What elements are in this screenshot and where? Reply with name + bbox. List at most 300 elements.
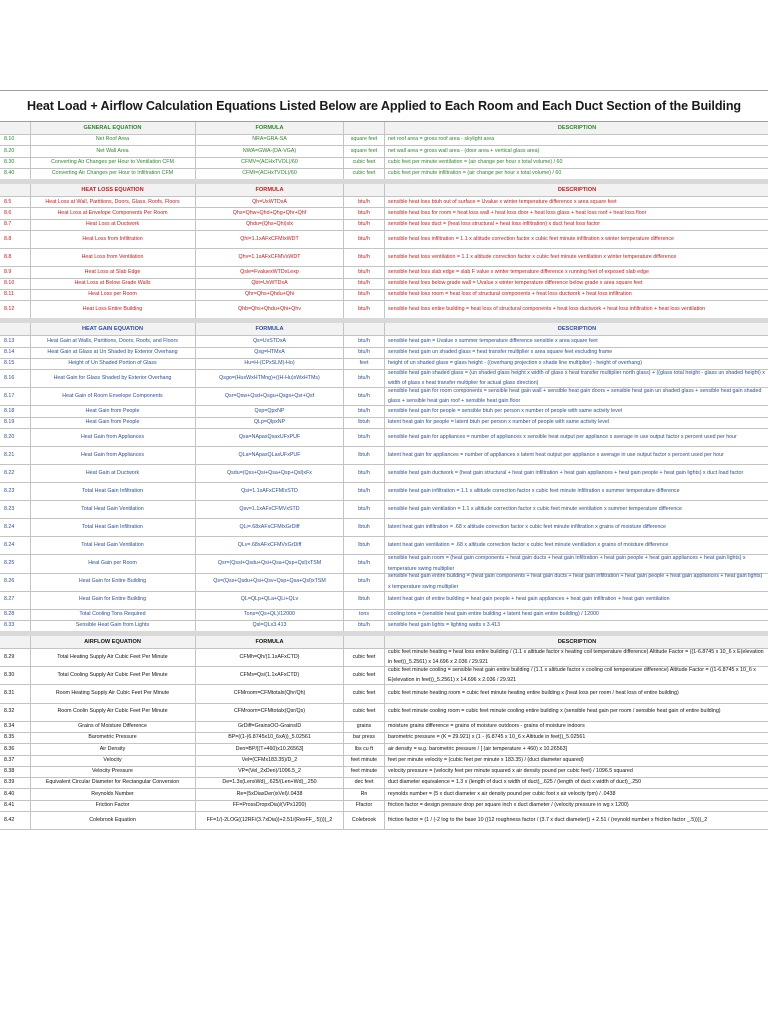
equation-unit-text: feet minute (350, 756, 378, 763)
equation-description (386, 464, 766, 482)
equation-formula-text: QL=QLp+QLa+QLi+QLv (240, 596, 299, 603)
equation-formula (196, 666, 344, 684)
unit-header (344, 323, 385, 335)
equation-number-text: 8.26 (4, 578, 15, 585)
equation-description-text: sensible heat loss for room = heat loss wall + heat loss door + heat loss glass + heat loss roof + heat loss floor (388, 209, 647, 216)
section-title (30, 636, 196, 648)
equation-unit (344, 684, 385, 702)
formula-header (196, 184, 344, 196)
equation-number-text: 8.31 (4, 690, 15, 697)
equation-number-text: 8.10 (4, 136, 15, 143)
equation-row (0, 666, 768, 685)
equation-description-text: friction factor = (1 / (-2 log to the base 10 ((12 roughness factor / (3.7 x duct diameter)) + 2.51 / (reynold number x friction factor _.5))))_2 (388, 816, 708, 823)
equation-unit (344, 358, 385, 369)
equation-number (0, 464, 31, 482)
equation-row (0, 428, 768, 447)
equation-unit-text: btu/h (358, 392, 370, 399)
equation-formula (196, 536, 344, 554)
equation-formula-text: Den=BP/[(T+460)x10.26563] (235, 745, 304, 752)
equation-number (0, 405, 31, 416)
equation-number-text: 8.37 (4, 756, 15, 763)
equation-formula (196, 369, 344, 387)
equation-formula-text: Qs=(Qss+Qsdu+Qsi+Qsv+Qsp+Qsa+Qsl)xTSM (213, 578, 326, 585)
equation-formula-text: Qsr=Qsw+Qsd+Qsgu+Qsgs+Qsr+Qsf (224, 392, 315, 399)
equation-number-text: 8.19 (4, 418, 15, 425)
equation-unit (344, 721, 385, 732)
equation-name (30, 157, 196, 168)
equation-name (30, 554, 196, 572)
equation-description-text: moisture grains difference = grains of moisture outdoors - grains of moisture indoors (388, 722, 585, 729)
equation-formula (196, 196, 344, 207)
equation-number (0, 358, 31, 369)
equation-unit-text: cubic feet (352, 690, 376, 697)
equation-name-text: Velocity (103, 756, 122, 763)
equation-name (30, 145, 196, 156)
equation-unit-text: lbs cu ft (354, 745, 374, 752)
equation-unit-text: btu/h (358, 407, 370, 414)
header-num (0, 636, 31, 648)
equation-name-text: Total Heat Gain Ventilation (81, 542, 144, 549)
equation-unit (344, 703, 385, 721)
section-title (30, 122, 196, 134)
equation-description (386, 289, 766, 300)
equation-description (386, 335, 766, 346)
equation-number (0, 230, 31, 248)
equation-number (0, 536, 31, 554)
equation-name (30, 766, 196, 777)
equation-name (30, 620, 196, 631)
equation-formula (196, 554, 344, 572)
equation-unit-text: cubic feet (352, 708, 376, 715)
equation-row (0, 500, 768, 519)
equation-description (386, 788, 766, 799)
equation-name (30, 800, 196, 811)
equation-name (30, 703, 196, 721)
equation-formula-text: Qhb=Qhs+Qhdu+Qhi+Qhv (237, 305, 301, 312)
equation-description-text: sensible heat loss duct = (heat loss structural + heat loss infiltration) x duct heat loss factor (388, 221, 600, 228)
equation-description-text: duct diameter equivalence = 1.3 x (length of duct x width of duct)_.625 / (length of duct x width of duct)_.250 (388, 779, 642, 786)
equation-number-text: 8.8 (4, 235, 12, 242)
formula-header-text: FORMULA (255, 124, 284, 131)
equation-description (386, 811, 766, 829)
equation-description (386, 387, 766, 405)
equation-row (0, 482, 768, 501)
equation-name (30, 369, 196, 387)
unit-header (344, 636, 385, 648)
equation-number-text: 8.5 (4, 198, 12, 205)
equation-description (386, 755, 766, 766)
equation-description (386, 369, 766, 387)
equation-description-text: cubic feet per minute ventilation = (air change per hour x total volume) / 60 (388, 158, 563, 165)
equation-unit (344, 788, 385, 799)
equation-name (30, 417, 196, 428)
equation-name-text: Air Density (99, 745, 126, 752)
equation-description-text: latent heat gain infiltration = .68 x altitude correction factor x cubic feet minute infiltration x grains of moisture difference (388, 524, 666, 531)
equation-formula-text: Qhr=Qhs+Qhdu+Qhi (244, 291, 295, 298)
equation-description-text: sensible heat gain = Uvalue x summer temperature difference sensible x area square feet (388, 337, 598, 344)
equation-formula (196, 800, 344, 811)
equation-formula-text: Qh=UxWTDxA (252, 198, 287, 205)
equation-unit-text: bar press (352, 734, 376, 741)
equation-formula (196, 766, 344, 777)
equation-formula-text: Tons=(Qs+QL)/12000 (244, 611, 295, 618)
equation-formula (196, 464, 344, 482)
equation-unit (344, 417, 385, 428)
equation-description (386, 208, 766, 219)
formula-header (196, 323, 344, 335)
equation-formula-text: NWA=GWA-(DA-VGA) (242, 147, 297, 154)
equation-number (0, 743, 31, 754)
equation-unit (344, 300, 385, 318)
equation-description-text: sensible heat loss below grade wall = Uvalue x winter temperature difference below grade x area square feet (388, 279, 643, 286)
equation-row (0, 518, 768, 537)
equation-unit-text: lbtuh (358, 542, 370, 549)
equation-number-text: 8.38 (4, 768, 15, 775)
equation-name-text: Heat Loss at Ductwork (85, 221, 140, 228)
section-title-text: AIRFLOW EQUATION (84, 639, 141, 645)
equation-description-text: cooling tons = (sensible heat gain entire building + latent heat gain entire building) / 12000 (388, 611, 599, 618)
equation-description (386, 573, 766, 591)
equation-number-text: 8.10 (4, 279, 15, 286)
equation-formula (196, 278, 344, 289)
equation-name-text: Barometric Pressure (88, 734, 137, 741)
equation-unit (344, 591, 385, 609)
equation-formula (196, 777, 344, 788)
equation-number (0, 666, 31, 684)
sheet-title: Heat Load + Airflow Calculation Equations Listed Below are Applied to Each Room and Each Duct Section of the Building (0, 90, 768, 122)
equation-name-text: Heat Gain from People (85, 418, 140, 425)
equation-row (0, 300, 768, 319)
equation-name (30, 266, 196, 277)
equation-number (0, 788, 31, 799)
equation-name-text: Colebrook Equation (89, 816, 136, 823)
equation-number (0, 168, 31, 179)
equation-formula-text: CFMroom=CFMtotalx(Qsr/Qs) (233, 708, 306, 715)
equation-name (30, 811, 196, 829)
equation-name-text: Total Heat Gain Infiltration (82, 524, 143, 531)
equation-name (30, 387, 196, 405)
equation-number (0, 266, 31, 277)
equation-name (30, 648, 196, 666)
equation-name-text: Total Heat Gain Ventilation (81, 505, 144, 512)
equation-name (30, 300, 196, 318)
equation-name-text: Heat Loss at Envelope Components Per Room (57, 209, 168, 216)
equation-unit-text: btu/h (358, 209, 370, 216)
equation-unit (344, 464, 385, 482)
equation-unit (344, 755, 385, 766)
equation-description (386, 518, 766, 536)
equation-formula (196, 620, 344, 631)
equation-formula (196, 500, 344, 518)
equation-number-text: 8.40 (4, 170, 15, 177)
formula-header-text: FORMULA (255, 639, 284, 645)
equation-name-text: Heat Loss from Infiltration (82, 235, 143, 242)
equation-description-text: feet per minute velocity = (cubic feet per minute x 183.35) / (duct diameter squared) (388, 756, 584, 763)
equation-number-text: 8.34 (4, 722, 15, 729)
equation-description (386, 609, 766, 620)
equation-unit-text: btu/h (358, 221, 370, 228)
equation-formula (196, 721, 344, 732)
equation-name (30, 788, 196, 799)
equation-formula-text: Qsgo=(HuxWxHTMng)+((H-Hu)xWxHTMs) (219, 374, 320, 381)
equation-description-text: sensible heat loss room = heat loss of structural components + heat loss ductwork + heat loss infiltration (388, 291, 632, 298)
equation-description-text: latent heat gain for people = latent btuh per person x number of people with same activity level (388, 418, 609, 425)
equation-unit (344, 289, 385, 300)
equation-description-text: cubic feet minute cooling = sensible heat gain entire building / (1.1 x altitude factor x cooling coil temperature difference) Altitude Factor = ((1-6.8745 x 10_6 x E(elevation in feet))_5.2561) x 14.696 x 2.036 / 29.921 (388, 666, 756, 684)
equation-formula-text: Qhv=1.1xAFxCFMVxWDT (238, 253, 301, 260)
equation-number (0, 811, 31, 829)
equation-number (0, 732, 31, 743)
equation-formula-text: Qsa=NApaxQsaxUFxPUF (238, 433, 301, 440)
equation-name-text: Heat Loss at Wall, Partitions, Doors, Glass, Roofs, Floors (45, 198, 180, 205)
equation-unit-text: btu/h (358, 268, 370, 275)
equation-unit-text: btu/h (358, 578, 370, 585)
equation-formula (196, 482, 344, 500)
equation-formula-text: FF=ProssDropxDia)/(VPx1200) (232, 802, 307, 809)
equation-formula (196, 573, 344, 591)
equation-unit-text: btu/h (358, 348, 370, 355)
equation-formula (196, 300, 344, 318)
equation-unit (344, 219, 385, 230)
equation-description-text: sensible heat loss slab edge = slab F value x winter temperature difference x running feet of exposed slab edge (388, 268, 649, 275)
equation-name (30, 428, 196, 446)
equation-description (386, 145, 766, 156)
equation-description-text: sensible heat loss btuh out of surface = Uvalue x winter temperature difference x area square feet (388, 198, 617, 205)
equation-formula-text: QLp=QlpxNP (253, 418, 286, 425)
equation-name (30, 666, 196, 684)
equation-description (386, 417, 766, 428)
equation-number (0, 573, 31, 591)
equation-unit-text: feet minute (350, 768, 378, 775)
equation-formula (196, 446, 344, 464)
equation-unit (344, 482, 385, 500)
description-header-text: DESCRIPTION (557, 639, 597, 645)
equation-formula (196, 208, 344, 219)
equation-description (386, 230, 766, 248)
equation-description (386, 536, 766, 554)
equation-number (0, 518, 31, 536)
equation-formula (196, 289, 344, 300)
equation-row (0, 446, 768, 465)
equation-name-text: Heat Loss per Room (88, 291, 137, 298)
equation-unit (344, 777, 385, 788)
equation-number (0, 684, 31, 702)
equation-number-text: 8.40 (4, 790, 15, 797)
equation-number-text: 8.35 (4, 734, 15, 741)
equation-unit (344, 518, 385, 536)
equation-unit-text: feet (359, 360, 369, 367)
equation-unit (344, 134, 385, 145)
equation-unit (344, 620, 385, 631)
equation-name (30, 196, 196, 207)
equation-unit (344, 369, 385, 387)
equation-number-text: 8.30 (4, 158, 15, 165)
equation-unit-text: tons (358, 611, 369, 618)
section-title (30, 184, 196, 196)
equation-number (0, 289, 31, 300)
equation-formula (196, 230, 344, 248)
equation-row (0, 248, 768, 267)
equation-formula-text: Qbt=UxWTDxA (251, 279, 288, 286)
equation-number-text: 8.32 (4, 708, 15, 715)
equation-unit (344, 811, 385, 829)
equation-unit-text: lbtuh (358, 596, 370, 603)
equation-description-text: sensible heat gain room = (heat gain components + heat gain ducts + heat gain infiltration + heat gain people + heat gain appliances + heat gain lights) x temperature swing multiplier (388, 554, 746, 572)
equation-number-text: 8.6 (4, 209, 12, 216)
equation-formula-text: FF=1/(-2LOG((12RF/(3.7xDia))+2.51/(RexFF_.5))))_2 (206, 816, 333, 823)
equation-formula (196, 591, 344, 609)
equation-description (386, 766, 766, 777)
equation-description (386, 196, 766, 207)
equation-number (0, 248, 31, 266)
equation-unit-text: btu/h (358, 291, 370, 298)
equation-name-text: Heat Gain at Glass at Un Shaded by Exterior Overhang (47, 348, 178, 355)
equation-number-text: 8.36 (4, 745, 15, 752)
equation-name-text: Grains of Moisture Difference (78, 722, 147, 729)
section-title (30, 323, 196, 335)
equation-row (0, 387, 768, 406)
equation-formula-text: VP=(Vel_2xDen)/1096.5_2 (238, 768, 301, 775)
equation-unit-text: btu/h (358, 487, 370, 494)
equation-description-text: sensible heat gain ductwork = (heat gain structural + heat gain infiltration + heat gain appliances + heat gain people + heat gain lights) x duct load factor (388, 469, 744, 476)
equation-number (0, 196, 31, 207)
equation-description-text: sensible heat gain infiltration = 1.1 x altitude correction factor x cubic feet minute infiltration x summer temperature difference (388, 487, 680, 494)
equation-unit-text: btu/h (358, 622, 370, 629)
equation-unit-text: btu/h (358, 560, 370, 567)
equation-description (386, 554, 766, 572)
equation-unit-text: btu/h (358, 305, 370, 312)
equation-name-text: Heat Gain at Ductwork (85, 469, 140, 476)
equation-name (30, 208, 196, 219)
equation-formula-text: GrDiff=GrainsOO-GrainsID (237, 722, 302, 729)
equation-row (0, 573, 768, 592)
equation-description-text: cubic feet minute cooling room = cubic feet minute cooling entire building x (sensible heat gain per room / sensible heat gain of entire building) (388, 708, 721, 715)
equation-name-text: Room Heating Supply Air Cubic Feet Per Minute (55, 690, 170, 697)
equation-number-text: 8.42 (4, 816, 15, 823)
equation-name (30, 278, 196, 289)
equation-name-text: Heat Loss Entire Building (82, 305, 143, 312)
equation-formula (196, 428, 344, 446)
equation-description (386, 500, 766, 518)
equation-name (30, 248, 196, 266)
equation-number-text: 8.14 (4, 348, 15, 355)
equation-number (0, 591, 31, 609)
equation-formula (196, 168, 344, 179)
equation-number (0, 620, 31, 631)
equation-unit-text: dec feet (354, 779, 374, 786)
equation-number (0, 609, 31, 620)
equation-formula (196, 703, 344, 721)
equation-number-text: 8.16 (4, 374, 15, 381)
equation-description (386, 219, 766, 230)
equation-description-text: sensible heat gain shaded glass = (un shaded glass height x width of glass x heat transfer multiplier north glass) + ((glass total height - glass un shaded height) x width of glass x heat transfer multiplier for actual glass direction) (388, 369, 765, 387)
equation-unit-text: grains (356, 722, 372, 729)
equation-description-text: friction factor = design pressure drop per square inch x duct diameter / (velocity pressure in wg x 1200) (388, 802, 629, 809)
equation-number (0, 446, 31, 464)
equation-unit (344, 554, 385, 572)
equation-number-text: 8.41 (4, 802, 15, 809)
equation-number (0, 278, 31, 289)
equation-number-text: 8.24 (4, 542, 15, 549)
equation-description-text: net roof area = gross roof area - skylight area (388, 136, 495, 143)
equation-number (0, 208, 31, 219)
equation-unit-text: cubic feet (352, 654, 376, 661)
equation-formula-text: QLa=NApaxQLaxUFxPUF (238, 451, 301, 458)
equation-name-text: Total Cooling Supply Air Cubic Feet Per Minute (57, 672, 168, 679)
equation-row (0, 464, 768, 483)
equation-description-text: latent heat gain for appliances = number of appliances x latent heat output per appliance x average in use output factor x percent used per hour (388, 451, 724, 458)
equation-number-text: 8.39 (4, 779, 15, 786)
equation-formula (196, 358, 344, 369)
equation-number-text: 8.8 (4, 253, 12, 260)
equation-number (0, 428, 31, 446)
equation-number (0, 482, 31, 500)
equation-unit (344, 666, 385, 684)
equation-formula (196, 648, 344, 666)
equation-row (0, 684, 768, 703)
equation-unit (344, 248, 385, 266)
equation-description-text: sensible heat gain for room components = sensible heat gain wall + sensible heat gain doors + sensible heat gain un shaded glass + sensible heat gain shaded glass + sensible heat gain roof + sensible heat gain floor (388, 387, 762, 405)
equation-unit-text: cubic feet (352, 170, 376, 177)
equation-description (386, 591, 766, 609)
equation-name (30, 777, 196, 788)
equation-unit-text: btu/h (358, 253, 370, 260)
equation-name (30, 347, 196, 358)
equation-description (386, 300, 766, 318)
equation-name-text: Reynolds Number (91, 790, 134, 797)
equation-formula-text: Qhdu=(Qhs+Qhi)xlx (245, 221, 294, 228)
equation-description (386, 620, 766, 631)
equation-name-text: Heat Gain per Room (88, 560, 137, 567)
equation-unit (344, 387, 385, 405)
equation-description-text: latent heat gain of entire building = heat gain people + heat gain appliances + heat gain infiltration + heat gain ventilation (388, 596, 670, 603)
equation-unit (344, 266, 385, 277)
equation-name-text: Heat Loss at Slab Edge (84, 268, 141, 275)
equation-row (0, 703, 768, 722)
equation-name (30, 573, 196, 591)
equation-description-text: air density = w.g. barometric pressure / [ (air temperature + 460) x 10.26563] (388, 745, 568, 752)
equation-unit (344, 743, 385, 754)
equation-name (30, 134, 196, 145)
equation-name-text: Equivalent Circular Diameter for Rectangular Conversion (45, 779, 180, 786)
equation-formula-text: CFMroom=CFMtotalx(Qhr/Qh) (233, 690, 306, 697)
equation-formula (196, 134, 344, 145)
equation-description (386, 777, 766, 788)
equation-number (0, 300, 31, 318)
equation-name-text: Sensible Heat Gain from Lights (75, 622, 150, 629)
equation-description-text: latent heat gain ventilation = .68 x altitude correction factor x cubic feet minute ventilation x grains of moisture difference (388, 542, 669, 549)
equation-number-text: 8.9 (4, 268, 12, 275)
formula-header (196, 122, 344, 134)
equation-number (0, 800, 31, 811)
equation-formula-text: QLi=.68xAFxCFMIxGrDiff (239, 524, 300, 531)
equation-name (30, 732, 196, 743)
equation-name-text: Heat Gain from People (85, 407, 140, 414)
equation-name-text: Friction Factor (95, 802, 130, 809)
equation-name (30, 405, 196, 416)
equation-name (30, 230, 196, 248)
equation-number-text: 8.27 (4, 596, 15, 603)
equation-name (30, 335, 196, 346)
equation-formula-text: BP=((1-(6.8745x10_6xA))_5.02561 (228, 734, 311, 741)
equation-unit (344, 732, 385, 743)
equation-name-text: Net Wall Area (96, 147, 129, 154)
equation-formula-text: Vel=(CFMx183.35)/D_2 (241, 756, 298, 763)
equation-description (386, 800, 766, 811)
equation-number (0, 335, 31, 346)
equation-name-text: Room Coolin Supply Air Cubic Feet Per Minute (57, 708, 168, 715)
equation-number-text: 8.17 (4, 392, 15, 399)
